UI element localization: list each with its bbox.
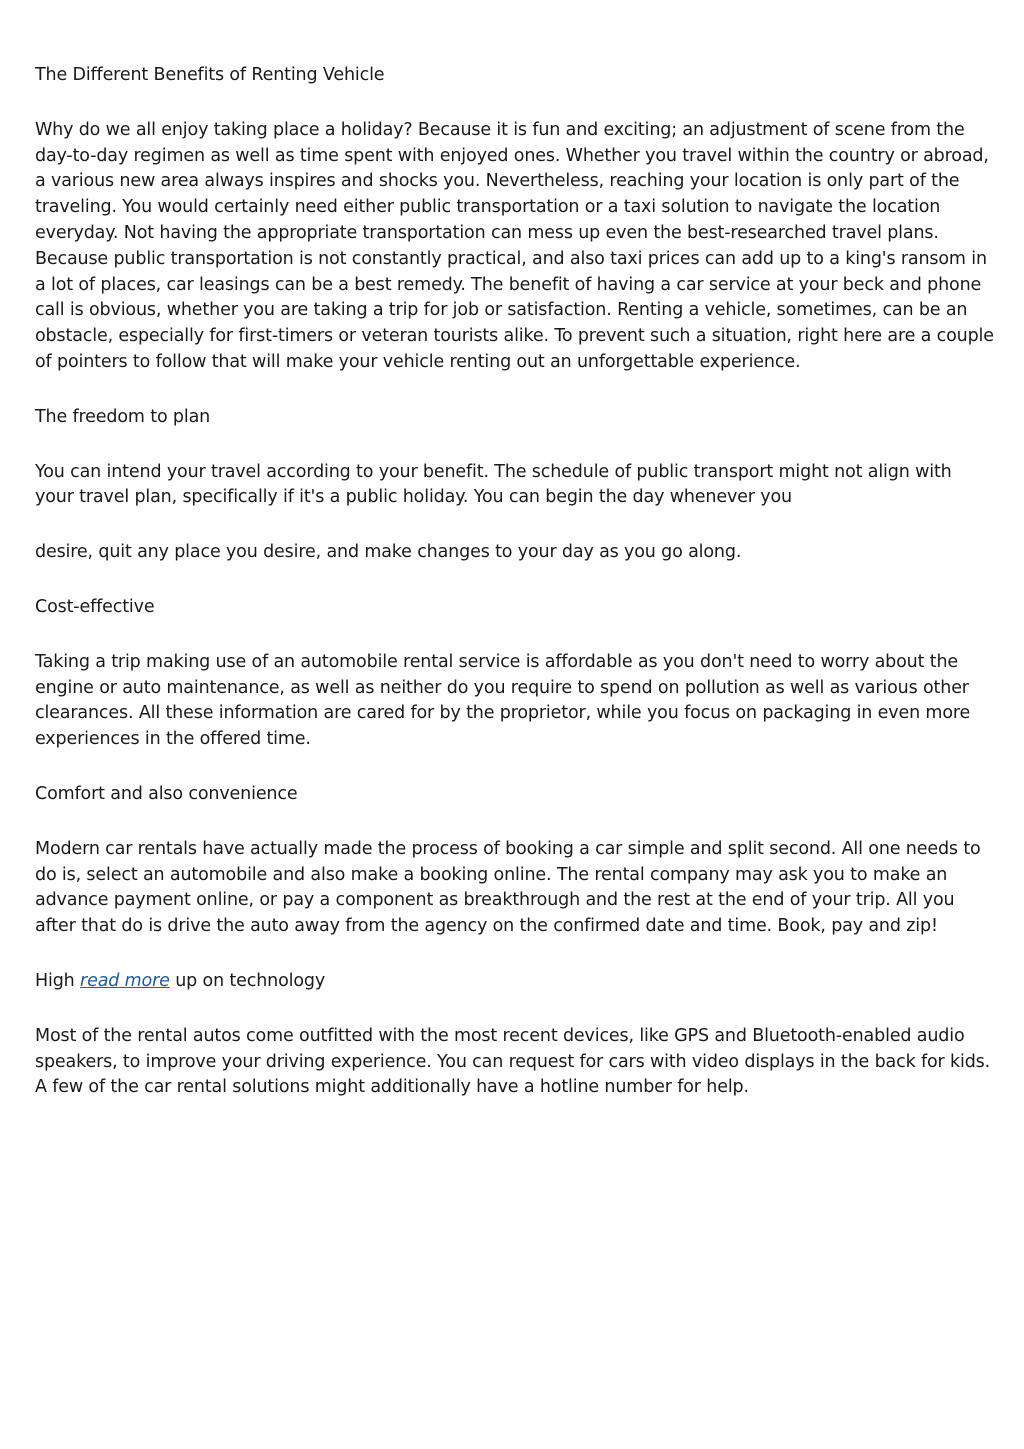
- section-heading-technology: [35, 969, 995, 995]
- section-paragraph-technology: Most of the rental autos come outfitted with the most recent devices, like GPS and Bluetooth-enabled audio speakers, to improve your driving experience. You can request for cars with video displays in the back for kids. A few of the car rental solutions might additionally have a hotline number for help.: [35, 1025, 991, 1098]
- section-heading-freedom: The freedom to plan: [35, 406, 211, 427]
- section-paragraph-comfort: Modern car rentals have actually made the process of booking a car simple and split second. All one needs to do is, select an automobile and also make a booking online. The rental company may ask you to make an advance payment online, or pay a component as breakthrough and the rest at the end of your trip. All you after that do is drive the auto away from the agency on the confirmed date and time. Book, pay and zip!: [35, 838, 981, 937]
- read-more-link[interactable]: read more: [80, 970, 170, 991]
- section-paragraph-freedom-part2: desire, quit any place you desire, and make changes to your day as you go along.: [35, 542, 742, 563]
- document-page: [35, 63, 995, 1130]
- document-title: The Different Benefits of Renting Vehicle: [35, 65, 385, 85]
- section-paragraph-freedom-part1: You can intend your travel according to your benefit. The schedule of public transport might not align with your travel plan, specifically if it's a public holiday. You can begin the day whenever you: [35, 461, 952, 508]
- section-heading-cost: Cost-effective: [35, 596, 155, 617]
- intro-paragraph: Why do we all enjoy taking place a holiday? Because it is fun and exciting; an adjustment of scene from the day-to-day regimen as well as time spent with enjoyed ones. Whether you travel within the country or abroad, a various new area always inspires and shocks you. Nevertheless, reaching your location is only part of the traveling. You would certainly need either public transportation or a taxi solution to navigate the location everyday. Not having the appropriate transportation can mess up even the best-researched travel plans. Because public transportation is not constantly practical, and also taxi prices can add up to a king's ransom in a lot of places, car leasings can be a best remedy. The benefit of having a car service at your beck and phone call is obvious, whether you are taking a trip for job or satisfaction. Renting a vehicle, sometimes, can be an obstacle, especially for first-timers or veteran tourists alike. To prevent such a situation, right here are a couple of pointers to follow that will make your vehicle renting out an unforgettable experience.: [35, 119, 994, 372]
- heading-text-after-link: up on technology: [169, 970, 326, 991]
- heading-text-before-link: High: [35, 970, 81, 991]
- section-heading-comfort: Comfort and also convenience: [35, 783, 298, 804]
- section-paragraph-cost: Taking a trip making use of an automobile rental service is affordable as you don't need to worry about the engine or auto maintenance, as well as neither do you require to spend on pollution as well as various other clearances. All these information are cared for by the proprietor, while you focus on packaging in even more experiences in the offered time.: [35, 651, 971, 750]
